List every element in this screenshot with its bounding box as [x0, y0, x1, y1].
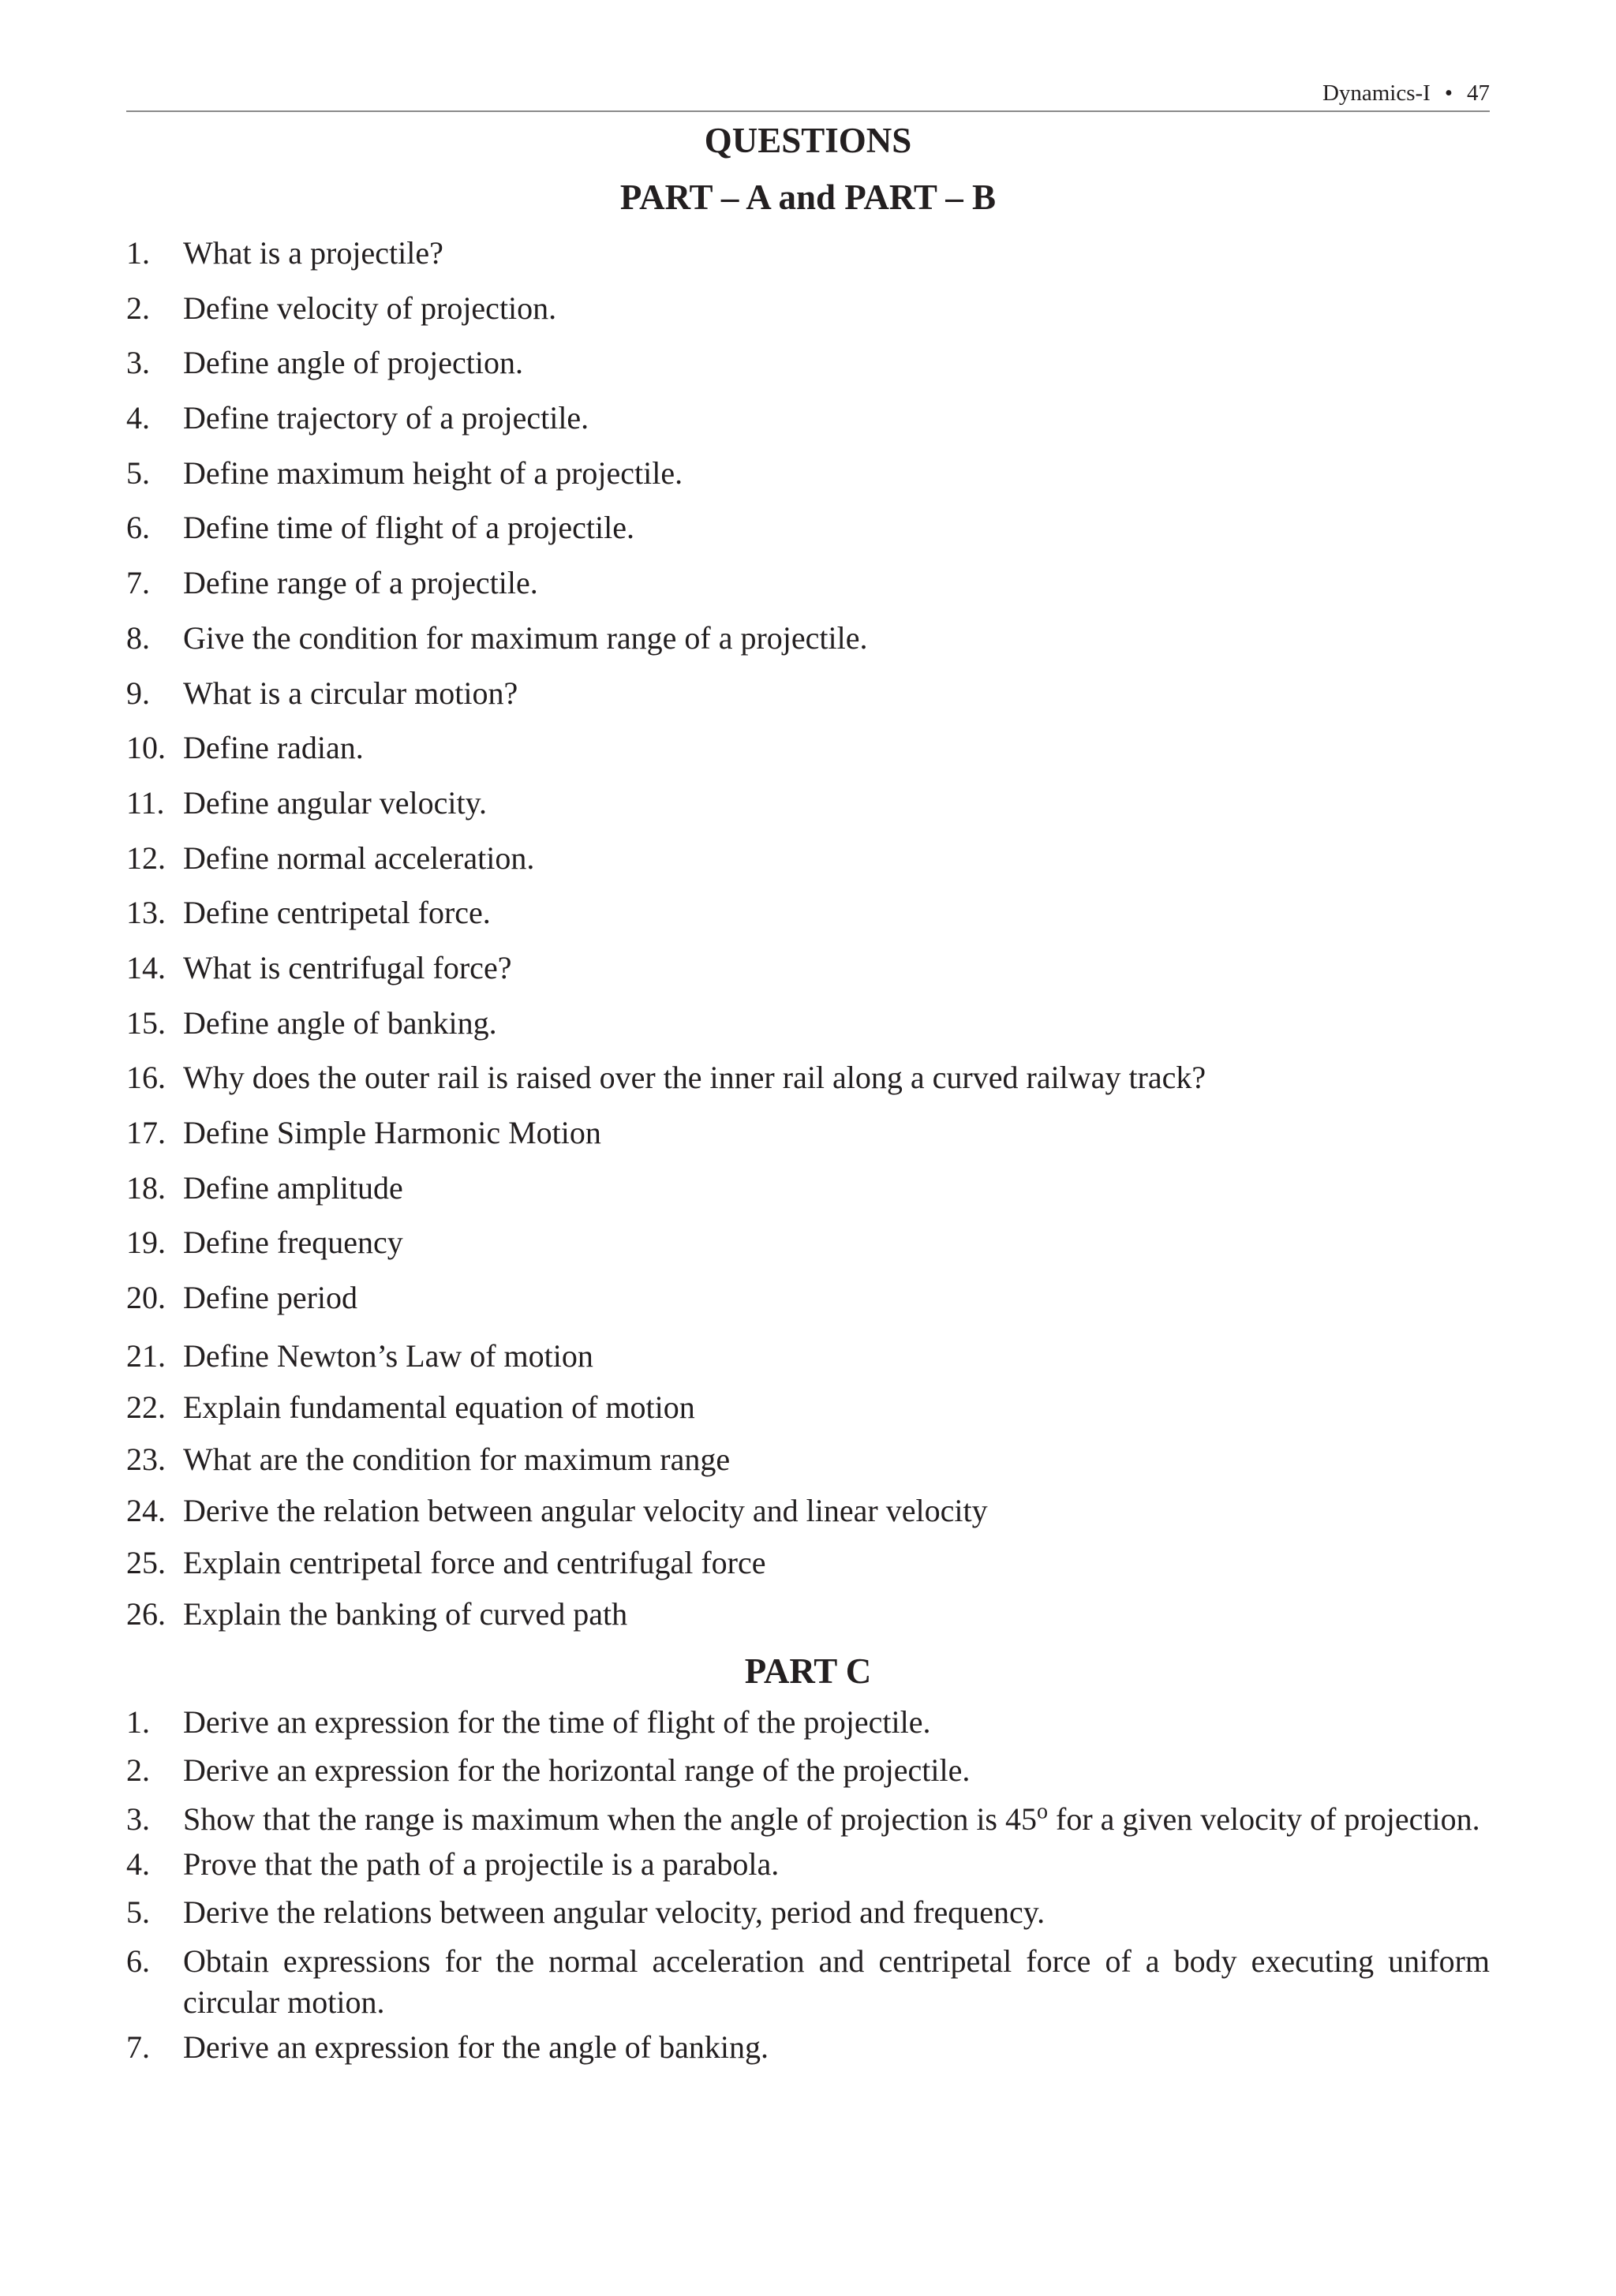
question-number: 19.	[126, 1225, 166, 1261]
question-item	[126, 1751, 1490, 1790]
question-number: 2.	[126, 1752, 150, 1788]
question-item	[126, 1221, 1490, 1276]
question-text: Explain centripetal force and centrifugal force	[183, 1544, 766, 1580]
question-number: 26.	[126, 1596, 166, 1632]
question-number: 1.	[126, 235, 150, 271]
question-item	[126, 1845, 1490, 1884]
question-number: 25.	[126, 1544, 166, 1580]
question-text: Give the condition for maximum range of a projectile.	[183, 619, 868, 656]
question-item	[126, 1166, 1490, 1221]
question-number: 17.	[126, 1115, 166, 1150]
question-number: 8.	[126, 619, 150, 656]
question-number: 7.	[126, 2029, 150, 2065]
part-c-heading: PART C	[744, 1651, 872, 1691]
page-number: 47	[1467, 80, 1490, 106]
question-item	[126, 836, 1490, 892]
question-item	[126, 1893, 1490, 1932]
question-item	[126, 1799, 1490, 1840]
question-text: Define radian.	[183, 730, 364, 766]
question-text: Define angle of banking.	[183, 1004, 497, 1041]
question-number: 7.	[126, 565, 150, 601]
question-item	[126, 1592, 1490, 1644]
question-text: What is a circular motion?	[183, 675, 518, 711]
question-text-after: for a given velocity of projection.	[1056, 1801, 1480, 1837]
question-number: 9.	[126, 675, 150, 711]
question-text: Define range of a projectile.	[183, 565, 538, 601]
question-text: Obtain expressions for the normal acceleration and centripetal force of a body executing uniform circular motion.	[183, 1943, 1490, 2020]
question-number: 14.	[126, 949, 166, 985]
question-text: What is a projectile?	[183, 235, 443, 271]
question-item	[126, 2028, 1490, 2067]
question-number: 24.	[126, 1493, 166, 1529]
question-text: Why does the outer rail is raised over the inner rail along a curved railway track?	[183, 1060, 1206, 1096]
question-number: 22.	[126, 1389, 166, 1426]
question-number: 15.	[126, 1004, 166, 1041]
question-text: Prove that the path of a projectile is a parabola.	[183, 1846, 780, 1882]
question-number: 5.	[126, 1894, 150, 1930]
question-text: Define Newton’s Law of motion	[183, 1337, 593, 1374]
question-number: 18.	[126, 1169, 166, 1206]
running-head	[126, 76, 1490, 112]
question-text: Derive an expression for the horizontal range of the projectile.	[183, 1752, 971, 1788]
question-item	[126, 726, 1490, 781]
question-number: 13.	[126, 895, 166, 931]
question-item	[126, 561, 1490, 616]
question-text: Derive the relations between angular velocity, period and frequency.	[183, 1894, 1046, 1930]
question-text: What are the condition for maximum range	[183, 1441, 731, 1477]
question-text: Define period	[183, 1280, 358, 1316]
question-item	[126, 506, 1490, 561]
question-number: 6.	[126, 510, 150, 546]
part-ab-question-list	[126, 231, 1490, 1644]
question-number: 11.	[126, 784, 165, 821]
section-title: Dynamics-I	[1322, 80, 1431, 106]
question-text: Define frequency	[183, 1225, 403, 1261]
question-item	[126, 1385, 1490, 1438]
question-item	[126, 1541, 1490, 1593]
question-text-before: Show that the range is maximum when the angle of projection is 45	[183, 1801, 1037, 1837]
question-item	[126, 396, 1490, 451]
question-number: 12.	[126, 839, 166, 876]
question-item	[126, 1111, 1490, 1166]
question-item	[126, 616, 1490, 671]
question-number: 21.	[126, 1337, 166, 1374]
question-number: 20.	[126, 1280, 166, 1316]
question-text: Define velocity of projection.	[183, 290, 557, 326]
degree-superscript: o	[1037, 1799, 1048, 1824]
question-text: Define maximum height of a projectile.	[183, 454, 683, 491]
question-text: Define amplitude	[183, 1169, 403, 1206]
question-text: Derive the relation between angular velocity and linear velocity	[183, 1493, 988, 1529]
question-number: 6.	[126, 1943, 150, 1979]
question-number: 16.	[126, 1060, 166, 1096]
question-item	[126, 891, 1490, 946]
header-separator: •	[1444, 80, 1453, 106]
question-number: 3.	[126, 1801, 150, 1837]
question-text: Define Simple Harmonic Motion	[183, 1115, 601, 1150]
question-item	[126, 286, 1490, 342]
question-item	[126, 781, 1490, 836]
question-number: 23.	[126, 1441, 166, 1477]
question-text: What is centrifugal force?	[183, 949, 512, 985]
question-number: 4.	[126, 1846, 150, 1882]
question-text: Define angular velocity.	[183, 784, 488, 821]
question-item	[126, 231, 1490, 286]
question-number: 1.	[126, 1704, 150, 1740]
question-number: 10.	[126, 730, 166, 766]
question-item	[126, 451, 1490, 507]
question-item	[126, 1489, 1490, 1541]
question-text: Explain the banking of curved path	[183, 1596, 628, 1632]
question-text: Define angle of projection.	[183, 345, 523, 381]
question-text: Derive an expression for the time of flight of the projectile.	[183, 1704, 931, 1740]
question-item	[126, 1334, 1490, 1386]
question-number: 2.	[126, 290, 150, 326]
question-text: Define normal acceleration.	[183, 839, 535, 876]
question-item	[126, 1941, 1490, 2023]
question-text: Explain fundamental equation of motion	[183, 1389, 695, 1426]
question-text: Define centripetal force.	[183, 895, 491, 931]
question-text: Define time of flight of a projectile.	[183, 510, 635, 546]
question-text: Define trajectory of a projectile.	[183, 400, 589, 436]
part-c-question-list	[126, 1703, 1490, 2076]
question-item	[126, 671, 1490, 727]
questions-heading: QUESTIONS	[704, 121, 912, 160]
question-item	[126, 946, 1490, 1001]
question-item	[126, 1703, 1490, 1742]
question-number: 5.	[126, 454, 150, 491]
question-text: Derive an expression for the angle of banking.	[183, 2029, 769, 2065]
part-ab-heading: PART – A and PART – B	[619, 178, 997, 217]
question-item	[126, 1056, 1490, 1111]
question-text	[183, 1799, 1490, 1840]
question-item	[126, 1001, 1490, 1056]
question-item	[126, 1438, 1490, 1490]
question-number: 3.	[126, 345, 150, 381]
question-item	[126, 341, 1490, 396]
question-item	[126, 1276, 1490, 1331]
question-number: 4.	[126, 400, 150, 436]
